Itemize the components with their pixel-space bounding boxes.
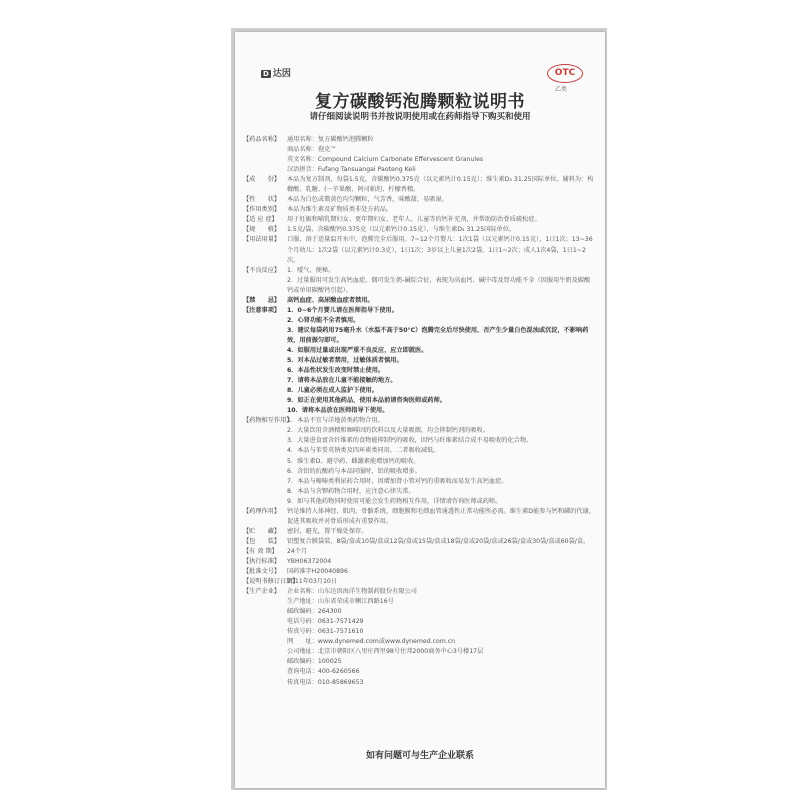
section-line: 国药准字H20040896: [287, 568, 348, 576]
section-line: 商品名称：孢克™: [287, 146, 337, 154]
section-content: [287, 135, 595, 175]
section-line: 高钙血症、高尿酸血症者禁用。: [287, 296, 374, 304]
section-line: 4．本品与苯妥英钠类及四环素类同用，二者吸收减低。: [287, 447, 440, 455]
section-label: 【用法用量】: [243, 236, 281, 244]
section-line: 本品为复方制剂，每袋1.5克，含碳酸钙0.375克（以元素钙计0.15克）；维生素D₃ 31.25国际单位。辅料为：构橼酸、乳糖、(一苹果酸、阿司帕坦、柠檬香精。: [287, 176, 594, 194]
section-content: [287, 527, 595, 537]
section-content: [287, 175, 595, 195]
section-label: 【适 应 症】: [243, 216, 278, 224]
section-content: [287, 225, 595, 235]
insert-section: [243, 527, 595, 537]
section-line: 3．建议每袋药用75毫升水（水温不高于50°C）泡腾完全后尽快使用，否产生少量白色混浊或沉淀，不影响药效，用前振匀即可。: [287, 326, 589, 344]
section-content: [287, 537, 595, 547]
package-insert: [235, 32, 605, 788]
section-line: 口服，溶于适量温开水中，泡腾完全后服用。7~12个月婴儿：1次1袋（以元素钙计0.15克），1日1次；13~36个月幼儿：1次2袋（以元素钙计0.3克），1日1次；3岁以上儿童1次2袋，1日1~2次；成人1次4袋，1日1~2次。: [287, 236, 593, 264]
document-title: 复方碳酸钙泡腾颗粒说明书: [315, 92, 525, 112]
section-content: [287, 567, 595, 577]
section-label: 【药理作用】: [243, 507, 281, 515]
section-line: 1．0~6个月婴儿请在医师指导下使用。: [287, 306, 398, 314]
section-line: 6．含铝的抗酸药与本品同服时，铝的吸收增多。: [287, 467, 421, 475]
otc-category: 乙类: [555, 86, 568, 93]
section-content: [287, 507, 595, 527]
section-line: 2011年03月10日: [287, 578, 338, 586]
insert-section: [243, 296, 595, 306]
insert-section: [243, 537, 595, 547]
section-label: 【说明书修订日期】: [243, 578, 299, 586]
section-content: [287, 577, 595, 587]
section-label: 【药品名称】: [243, 136, 281, 143]
insert-section: [243, 507, 595, 527]
section-content: [287, 195, 595, 205]
section-line: 24个月: [287, 547, 308, 555]
otc-badge: OTC: [547, 64, 583, 83]
brand-name: 达因: [272, 69, 291, 79]
section-label: 【规 格】: [243, 226, 281, 234]
section-line: 7．请将本品放在儿童不能接触的地方。: [287, 377, 397, 385]
section-label: 【包 装】: [243, 537, 281, 545]
usage-warning: 请仔细阅读说明书并按说明使用或在药师指导下购买和使用: [309, 112, 531, 122]
section-label: 【成 份】: [243, 176, 281, 184]
contact-footer: 如有问题可与生产企业联系: [365, 751, 474, 761]
section-label: 【作用类别】: [243, 206, 281, 214]
section-line: 钙是维持人体神经、肌肉、骨骼系统、细胞膜和毛细血管通透性正常功能所必需。维生素D能参与钙和磷的代谢，促进其吸收并对骨质形成有重要作用。: [287, 507, 595, 525]
section-line: 8．儿童必须在成人监护下使用。: [287, 387, 378, 395]
section-label: 【执行标准】: [243, 557, 281, 565]
insert-section: [243, 266, 595, 296]
section-label: 【贮 藏】: [243, 527, 281, 535]
section-content: [287, 557, 595, 567]
insert-sections: [243, 135, 595, 688]
section-line: 邮政编码：264300: [287, 608, 342, 616]
insert-section: [243, 215, 595, 225]
section-line: 1．本品不宜与洋地黄类药物合用。: [287, 417, 384, 425]
section-label: 【禁 忌】: [243, 296, 281, 304]
section-line: 1.5克/袋，含碳酸钙0.375克（以元素钙计0.15克），与维生素D₃ 31.25国际单位。: [287, 226, 516, 234]
section-line: 2．过量服用可发生高钙血症，偶可发生奶-碱综合征，表现为高血钙、碱中毒及肾功能不全（因服用牛奶及碳酸钙或单用碳酸钙引起）。: [287, 276, 591, 294]
section-line: 英文名称：Compound Calcium Carbonate Effervescent Granules: [287, 156, 484, 164]
section-content: [287, 416, 595, 506]
section-content: [287, 205, 595, 215]
section-line: 10．请将本品放在医师指导下使用。: [287, 407, 389, 415]
insert-section: [243, 205, 595, 215]
section-label: 【不良反应】: [243, 266, 281, 274]
insert-section: [243, 567, 595, 577]
insert-section: [243, 225, 595, 235]
insert-section: [243, 577, 595, 587]
section-content: [287, 296, 595, 306]
section-line: 2．大量饮用含酒精和咖啡因的饮料以及大量吸烟，均会抑制钙剂的吸收。: [287, 427, 489, 435]
brand-logo: [261, 66, 291, 79]
section-line: 铝塑复合膜袋装，8袋/盒或10袋/盒或12袋/盒或15袋/盒或18袋/盒或20袋/盒或26袋/盒或30袋/盒或60袋/盒。: [287, 537, 590, 545]
section-line: 密封，避光，置干燥处保存。: [287, 527, 368, 535]
section-label: 【有 效 期】: [243, 547, 278, 555]
insert-section: [243, 587, 595, 687]
section-line: 6．本品性状发生改变时禁止使用。: [287, 367, 385, 375]
section-label: 【性 状】: [243, 196, 281, 204]
section-line: 传真电话：010-85869653: [287, 678, 364, 686]
section-content: [287, 266, 595, 296]
section-line: 用于妊娠和哺乳期妇女、更年期妇女、老年人、儿童等的钙补充剂，并帮助防治骨质疏松症。: [287, 216, 541, 224]
section-line: 5．对本品过敏者禁用，过敏体质者慎用。: [287, 357, 403, 365]
section-label: 【药物相互作用】: [243, 417, 293, 425]
section-line: 公司地址：北京市朝阳区八里庄西里98号住邦2000商务中心3号楼17层: [287, 648, 484, 656]
section-label: 【注意事项】: [243, 306, 281, 314]
section-line: 企业名称：山东达因海洋生物制药股份有限公司: [287, 588, 417, 596]
section-label: 【批准文号】: [243, 568, 281, 576]
section-content: [287, 215, 595, 225]
insert-section: [243, 306, 595, 417]
section-line: 8．本品与含钾药物合用时，应注意心律失常。: [287, 487, 415, 495]
section-line: 7．本品与噻嗪类利尿药合用时，因增加肾小管对钙的重吸收而易发生高钙血症。: [287, 477, 508, 485]
section-line: 生产地址：山东省荣成市蜊江西路16号: [287, 598, 394, 606]
section-line: 通用名称：复方碳酸钙泡腾颗粒: [287, 136, 374, 143]
section-content: [287, 587, 595, 687]
insert-section: [243, 135, 595, 175]
section-content: [287, 235, 595, 265]
section-label: 【生产企业】: [243, 588, 281, 596]
insert-section: [243, 175, 595, 195]
section-line: 邮政编码：100025: [287, 658, 342, 666]
section-line: 1．嗳气、便秘。: [287, 266, 335, 274]
section-line: 传真号码：0631-7571610: [287, 628, 364, 636]
section-line: 查询电话：400-6260566: [287, 668, 360, 676]
section-line: 本品为白色或微黄色均匀颗粒，气芳香，味酸甜，易吸湿。: [287, 196, 448, 204]
insert-section: [243, 547, 595, 557]
section-line: 9．如正在使用其他药品，使用本品前请咨询医师或药师。: [287, 397, 446, 405]
insert-section: [243, 416, 595, 506]
insert-section: [243, 557, 595, 567]
section-line: 汉语拼音：Fufang Tansuangai Paoteng Keli: [287, 166, 416, 174]
insert-section: [243, 235, 595, 265]
section-line: YBH06372004: [287, 557, 332, 565]
section-line: 电话号码：0631-7571429: [287, 618, 364, 626]
section-line: 9．如与其他药物同时使用可能会发生药物相互作用，详情请咨询医师或药师。: [287, 497, 502, 505]
section-content: [287, 306, 595, 417]
brand-mark-icon: D: [263, 70, 269, 78]
section-line: 本品为维生素及矿物质类非处方药品。: [287, 206, 393, 214]
section-line: 5．维生素D、避孕药、雌激素能增加钙的吸收。: [287, 457, 420, 465]
insert-section: [243, 195, 595, 205]
section-line: 2．心肾功能不全者慎用。: [287, 316, 360, 324]
section-line: 网 址：www.dynemed.com或www.dynemed.com.cn: [287, 638, 456, 646]
section-content: [287, 547, 595, 557]
section-line: 4．如服用过量或出现严重不良反应，应立即就医。: [287, 346, 428, 354]
section-line: 3．大量进食富含纤维素的食物能抑制钙的吸收，因钙与纤维素结合成不易吸收的化合物。: [287, 437, 533, 445]
